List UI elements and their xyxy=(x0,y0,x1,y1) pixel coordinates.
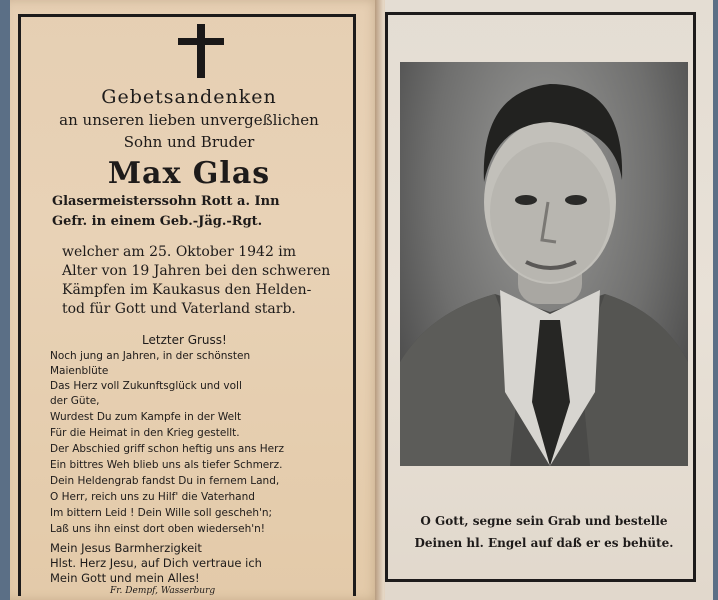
poem-line: Im bittern Leid ! Dein Wille soll gescheh'n; xyxy=(50,507,273,519)
printer-credit: Fr. Dempf, Wasserburg xyxy=(110,586,216,596)
caption-line: O Gott, segne sein Grab und bestelle xyxy=(420,514,668,528)
cross-icon xyxy=(178,24,224,78)
poem-line: Hlst. Herz Jesu, auf Dich vertraue ich xyxy=(50,556,262,570)
occupation-line: Glasermeisterssohn Rott a. Inn xyxy=(52,194,280,209)
poem-line: Mein Gott und mein Alles! xyxy=(50,571,200,585)
relation-line: Sohn und Bruder xyxy=(123,133,255,151)
bio-line: Alter von 19 Jahren bei den schweren xyxy=(62,263,331,279)
heading: Gebetsandenken xyxy=(101,86,277,108)
portrait-photo xyxy=(400,62,688,466)
poem-line: Dein Heldengrab fandst Du in fernem Land, xyxy=(50,475,280,487)
deceased-name: Max Glas xyxy=(107,156,271,191)
poem-line: Laß uns ihn einst dort oben wiederseh'n! xyxy=(50,523,266,535)
bio-line: Kämpfen im Kaukasus den Helden- xyxy=(62,282,312,298)
poem-line: der Güte, xyxy=(50,395,100,407)
poem-line: Noch jung an Jahren, in der schönsten xyxy=(50,350,251,362)
bio-line: welcher am 25. Oktober 1942 im xyxy=(62,244,297,260)
poem-line: Ein bittres Weh blieb uns als tiefer Schmerz. xyxy=(50,459,283,471)
poem-line: Maienblüte xyxy=(50,365,109,377)
poem-line: Für die Heimat in den Krieg gestellt. xyxy=(50,427,240,439)
caption-line: Deinen hl. Engel auf daß er es behüte. xyxy=(414,536,674,550)
bio-line: tod für Gott und Vaterland starb. xyxy=(62,301,296,317)
last-greeting-heading: Letzter Gruss! xyxy=(142,333,227,347)
portrait-figure xyxy=(400,62,688,466)
poem-line: Wurdest Du zum Kampfe in der Welt xyxy=(50,411,242,423)
poem-line: Mein Jesus Barmherzigkeit xyxy=(50,541,202,555)
poem-line: Der Abschied griff schon heftig uns ans Herz xyxy=(50,443,284,455)
poem-line: Das Herz voll Zukunftsglück und voll xyxy=(50,380,242,392)
poem-line: O Herr, reich uns zu Hilf' die Vaterhand xyxy=(50,491,255,503)
rank-line: Gefr. in einem Geb.-Jäg.-Rgt. xyxy=(52,214,263,229)
dedication-line: an unseren lieben unvergeßlichen xyxy=(59,111,319,129)
